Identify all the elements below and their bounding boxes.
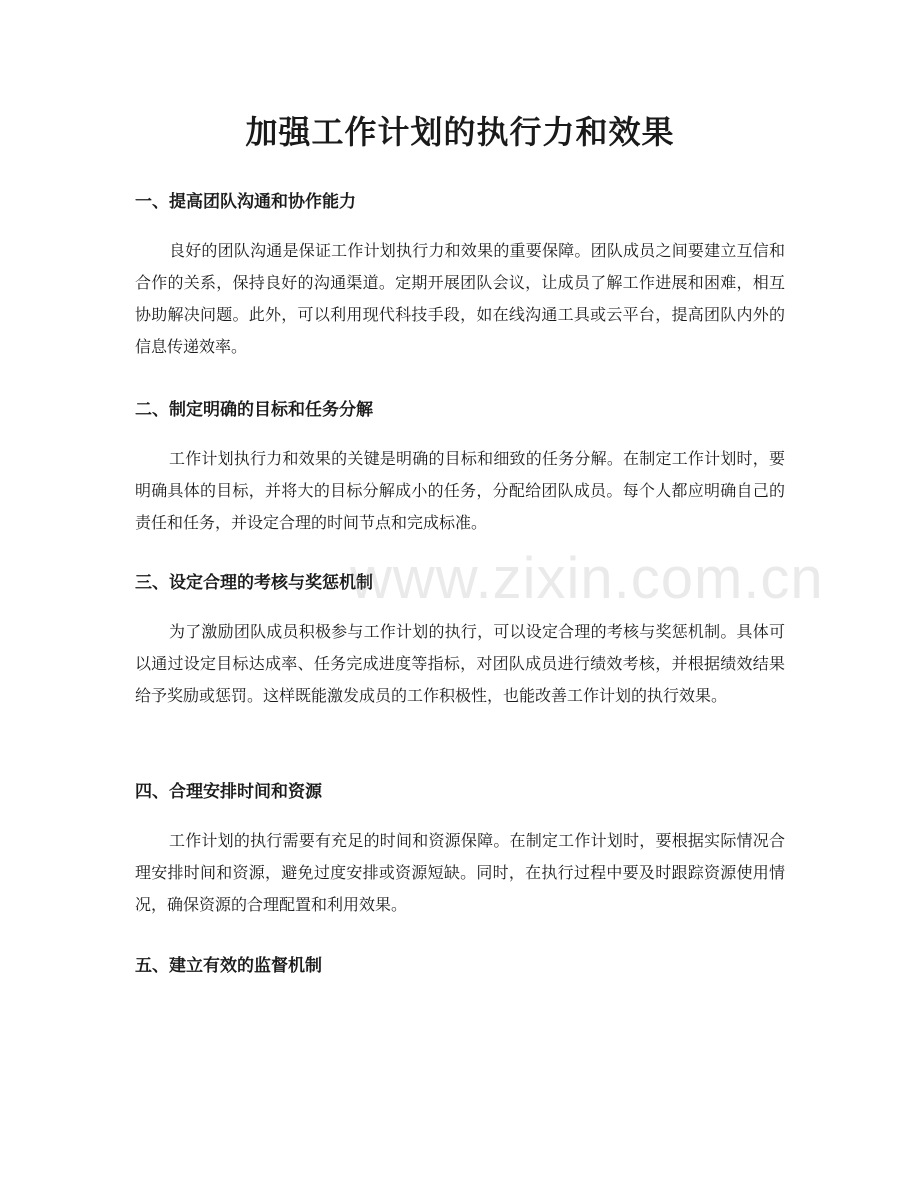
section-body-1: 良好的团队沟通是保证工作计划执行力和效果的重要保障。团队成员之间要建立互信和合作的关系，保持良好的沟通渠道。定期开展团队会议，让成员了解工作进展和困难，相互协助解决问题。此外，可以利用现代科技手段，如在线沟通工具或云平台，提高团队内外的信息传递效率。 [135,241,785,356]
section-body-2: 工作计划执行力和效果的关键是明确的目标和细致的任务分解。在制定工作计划时，要明确具体的目标，并将大的目标分解成小的任务，分配给团队成员。每个人都应明确自己的责任和任务，并设定合理的时间节点和完成标准。 [135,449,785,532]
document-title: 加强工作计划的执行力和效果 [245,113,675,151]
section-body-3: 为了激励团队成员积极参与工作计划的执行，可以设定合理的考核与奖惩机制。具体可以通过设定目标达成率、任务完成进度等指标，对团队成员进行绩效考核，并根据绩效结果给予奖励或惩罚。这样既能激发成员的工作积极性，也能改善工作计划的执行效果。 [135,622,785,705]
section-heading-5: 五、建立有效的监督机制 [135,956,322,976]
section-heading-1: 一、提高团队沟通和协作能力 [135,192,356,212]
section-heading-3: 三、设定合理的考核与奖惩机制 [135,573,373,593]
section-heading-4: 四、合理安排时间和资源 [135,782,322,802]
section-heading-2: 二、制定明确的目标和任务分解 [135,400,373,420]
watermark: www.zixin.com.cn [350,546,824,611]
section-body-4: 工作计划的执行需要有充足的时间和资源保障。在制定工作计划时，要根据实际情况合理安排时间和资源，避免过度安排或资源短缺。同时，在执行过程中要及时跟踪资源使用情况，确保资源的合理配置和利用效果。 [135,831,785,914]
